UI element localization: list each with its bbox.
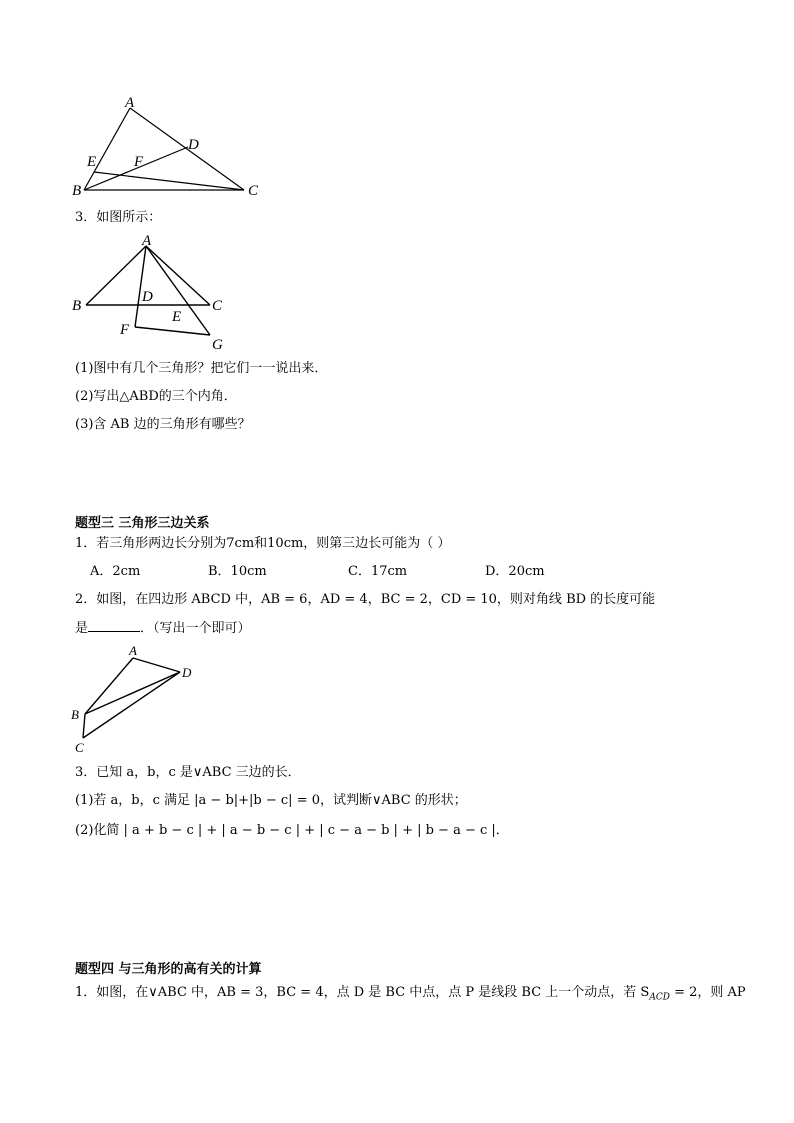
fig2-label-f: F (120, 322, 130, 338)
s3-q1-stem: 1．若三角形两边长分别为7cm和10cm，则第三边长可能为（ ） (75, 536, 451, 551)
s4-q1-subscript: ACD (649, 992, 670, 1003)
label-b: B (72, 183, 82, 199)
s3-q1-option-a: A．2cm (90, 564, 141, 579)
s3-q2-line2 (75, 617, 251, 638)
label-f: F (134, 154, 144, 170)
s3-q2-line2-prefix: 是 (75, 621, 89, 636)
q3-top-item3: (3)含 AB 边的三角形有哪些？ (75, 417, 251, 432)
fig3-label-d: D (182, 665, 192, 680)
q3-top-item2: (2)写出△ABD的三个内角． (75, 389, 237, 404)
s3-q2-line1: 2．如图，在四边形 ABCD 中，AB = 6，AD = 4，BC = 2，CD = 10，则对角线 BD 的长度可能 (75, 592, 656, 607)
s3-q3-line1: 3．已知 a，b，c 是∨ABC 三边的长． (75, 765, 301, 780)
s4-q1-end: = 2，则 AP (669, 985, 746, 1000)
fig3-label-a: A (129, 643, 137, 658)
s3-q2-line2-suffix: ．（写出一个即可） (140, 621, 251, 636)
label-c: C (248, 183, 259, 199)
fig2-label-c: C (212, 298, 223, 314)
figure-triangle-abc-cevians (70, 94, 270, 204)
label-d: D (188, 137, 199, 153)
label-a: A (125, 95, 135, 111)
figure-triangle-abc-fg (70, 230, 240, 355)
figure-quadrilateral-abcd (65, 642, 205, 757)
fig2-label-g: G (212, 337, 223, 353)
fig3-label-c: C (75, 740, 84, 755)
section4-heading: 题型四 与三角形的高有关的计算 (75, 962, 262, 977)
s4-q1-text: 1．如图，在∨ABC 中，AB = 3，BC = 4，点 D 是 BC 中点，点 P 是线段 BC 上一个动点，若 S (75, 985, 650, 1000)
s3-q1-option-b: B．10cm (208, 564, 267, 579)
s3-q1-option-c: C．17cm (348, 564, 408, 579)
q3-top-title: 3．如图所示： (75, 210, 162, 225)
fig2-label-b: B (72, 298, 82, 314)
fig2-label-e: E (172, 309, 182, 325)
fig2-label-a: A (142, 233, 152, 249)
q3-top-item1: (1)图中有几个三角形？把它们一一说出来． (75, 361, 328, 376)
label-e: E (87, 154, 97, 170)
fig3-label-b: B (71, 707, 79, 722)
s3-q3-line3: (2)化简 | a + b − c | + | a − b − c | + | c − a − b | + | b − a − c |． (75, 823, 509, 838)
answer-blank (88, 617, 140, 632)
s3-q1-option-d: D．20cm (485, 564, 545, 579)
s4-q1 (75, 984, 746, 1007)
section3-heading: 题型三 三角形三边关系 (75, 516, 210, 531)
fig2-label-d: D (142, 289, 153, 305)
s3-q3-line2: (1)若 a，b，c 满足 |a − b|+|b − c| = 0，试判断∨ABC 的形状； (75, 793, 467, 808)
